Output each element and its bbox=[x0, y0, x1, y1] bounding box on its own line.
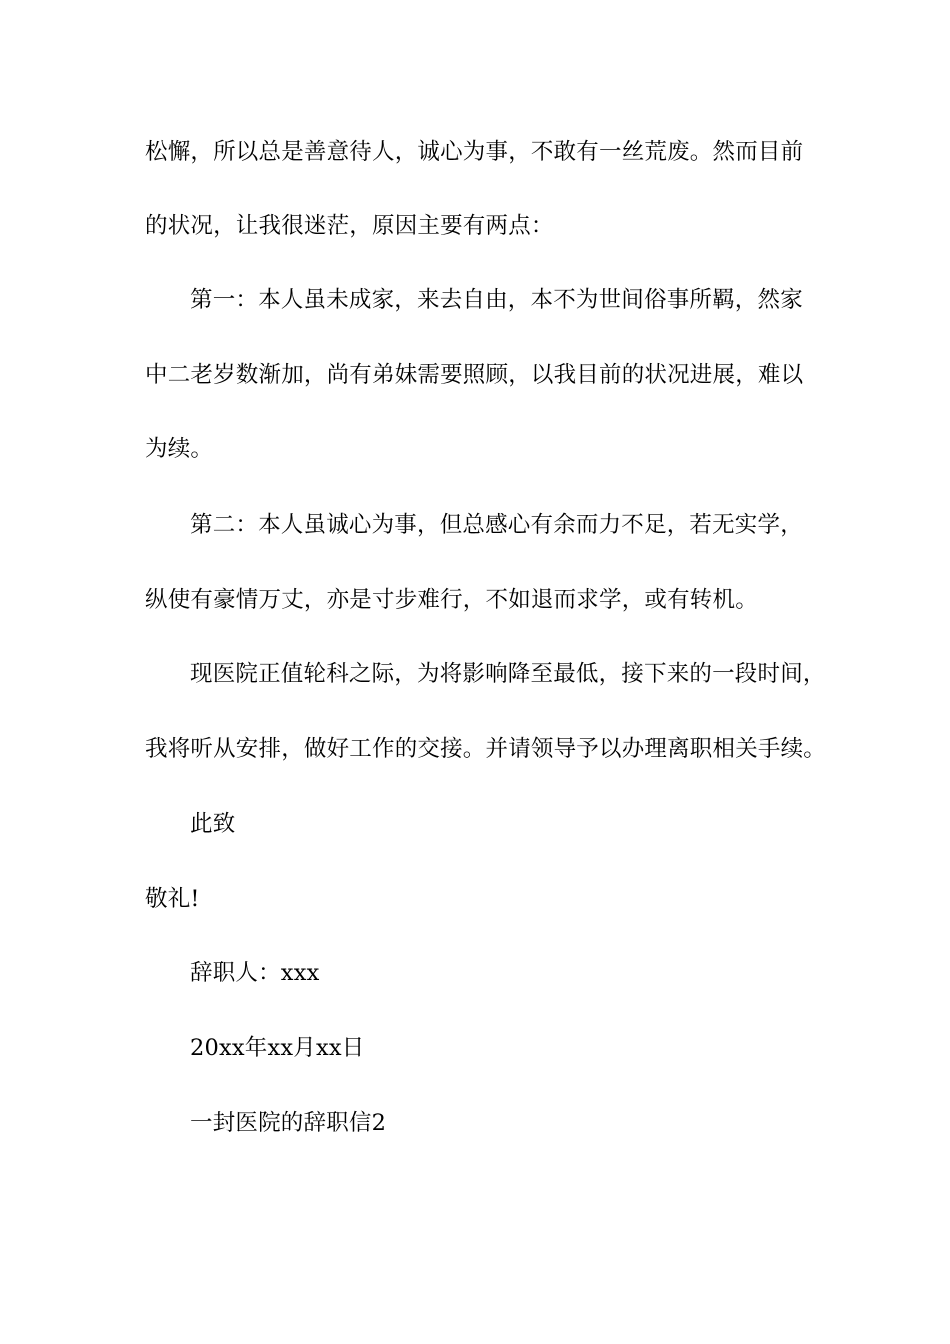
paragraph-line: 纵使有豪情万丈，亦是寸步难行，不如退而求学，或有转机。 bbox=[145, 587, 758, 613]
section-heading: 一封医院的辞职信2 bbox=[190, 1110, 387, 1136]
closing-phrase: 此致 bbox=[190, 811, 236, 837]
paragraph-line: 现医院正值轮科之际，为将影响降至最低，接下来的一段时间， bbox=[190, 661, 826, 687]
salutation: 敬礼! bbox=[145, 886, 200, 912]
paragraph-line: 我将听从安排，做好工作的交接。并请领导予以办理离职相关手续。 bbox=[145, 736, 827, 762]
paragraph-line: 为续。 bbox=[145, 436, 214, 462]
signature-line: 辞职人：xxx bbox=[190, 960, 320, 986]
paragraph-line: 松懈，所以总是善意待人，诚心为事，不敢有一丝荒废。然而目前 bbox=[145, 139, 804, 165]
paragraph-line: 第二：本人虽诚心为事，但总感心有余而力不足，若无实学， bbox=[190, 512, 803, 538]
paragraph-line: 中二老岁数渐加，尚有弟妹需要照顾，以我目前的状况进展，难以 bbox=[145, 362, 804, 388]
paragraph-line: 第一：本人虽未成家，来去自由，本不为世间俗事所羁，然家 bbox=[190, 287, 803, 313]
date-line: 20xx年xx月xx日 bbox=[190, 1035, 365, 1061]
paragraph-line: 的状况，让我很迷茫，原因主要有两点： bbox=[145, 213, 554, 239]
